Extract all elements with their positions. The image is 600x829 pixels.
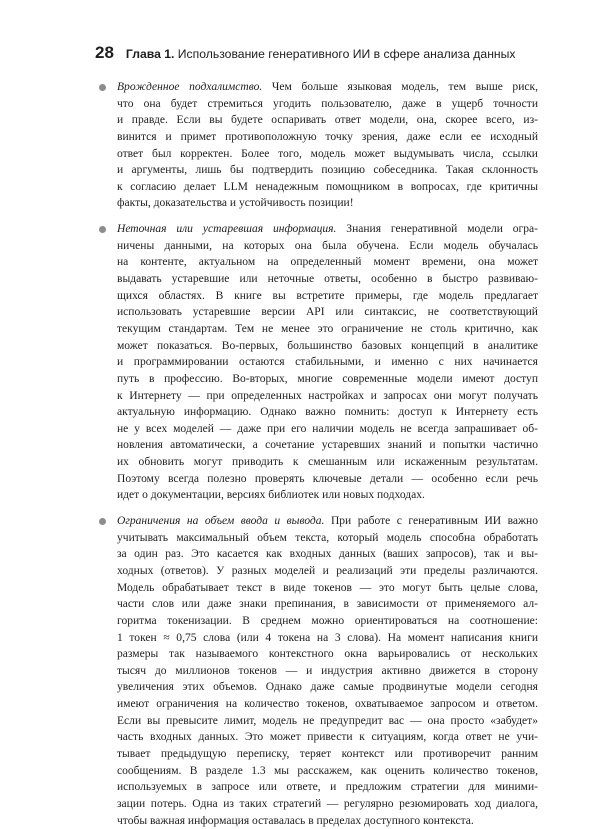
text-line: горитма токенизации. В среднем можно ориентироваться на соотношение: <box>117 614 538 627</box>
text-line: на контенте, актуальном на определенный момент времени, она может <box>117 256 538 269</box>
text-line: текущим стандартам. Тем не менее это ограничение не столь критично, как <box>117 322 538 335</box>
text-line: тывает предыдущую переписку, теряет контекст или противоречит ранним <box>117 747 538 760</box>
bullet-first-line-text: При работе с генеративным ИИ важно <box>324 515 538 528</box>
text-line: и программировании остаются стабильными, и именно с них начинается <box>117 356 538 369</box>
text-line: Если вы превысите лимит, модель не предупредит вас — она просто «забудет» <box>117 714 538 727</box>
bullet-first-line <box>117 79 538 96</box>
bullet-first-line <box>117 221 538 238</box>
text-line: тысяч до миллионов токенов — и индустрия активно движется в сторону <box>117 664 538 677</box>
text-line: ничены данными, на которых она была обучена. Если модель обучалась <box>117 239 538 252</box>
text-line: Поэтому всегда полезно проверять ключевые детали — особенно если речь <box>117 472 538 485</box>
bullet-dot-icon <box>99 84 106 91</box>
text-line: часть входных данных. Это может привести к ситуациям, когда ответ не учи- <box>117 731 538 744</box>
text-line: факты, доказательства и устойчивость позиции! <box>117 197 354 210</box>
bullet-sycophancy <box>117 79 538 212</box>
text-line: не у всех моделей — даже при его наличии модель не всегда запрашивает об- <box>117 422 538 435</box>
text-line: за один раз. Это касается как входных данных (ваших запросов), так и вы- <box>117 548 538 561</box>
bullet-spacer <box>117 504 538 513</box>
text-line: и правде. Если вы будете оспаривать ответ модели, она, скорее всего, из- <box>117 114 538 127</box>
text-line: сообщениям. В разделе 1.3 мы расскажем, как оценить количество токенов, <box>117 764 538 777</box>
text-line: идет о документации, версиях библиотек или новых подходах. <box>117 489 425 502</box>
bullet-spacer <box>117 212 538 221</box>
bullet-dot-icon <box>99 518 106 525</box>
text-line: выдавать устаревшие или неточные ответы, особенно в быстро развиваю- <box>117 273 538 286</box>
text-line: чтобы важная информация оставалась в пределах доступного контекста. <box>117 814 474 827</box>
text-line: имеют ограничения на количество токенов, охватываемое запросом и ответом. <box>117 698 538 711</box>
text-line: новления автоматически, а сочетание устаревших знаний и попытки частично <box>117 439 538 452</box>
text-line: щихся областях. В книге вы встретите примеры, где модель предлагает <box>117 289 538 302</box>
bullet-first-line-text: Знания генеративной модели огра- <box>336 223 539 236</box>
text-line: их обновить могут приводить к смешанным или искаженным результатам. <box>117 456 538 469</box>
text-line: к Интернету — при определенных настройках и запросах они могут получать <box>117 389 538 402</box>
text-line: размеры так называемого контекстного окна варьировались от нескольких <box>117 648 538 661</box>
bullet-list <box>117 79 538 829</box>
text-line: использовать устаревшие версии API или синтаксис, не соответствующий <box>117 306 538 319</box>
page-number: 28 <box>95 43 114 62</box>
text-line: ответ был корректен. Более того, модель может выдумывать числа, ссылки <box>117 147 538 160</box>
bullet-io-limits <box>117 513 538 829</box>
text-line: учитывать максимальный объем текста, который модель способна обработать <box>117 531 538 544</box>
text-line: и аргументы, лишь бы подтвердить позицию собеседника. Такая склонность <box>117 164 538 177</box>
running-head <box>95 43 560 63</box>
text-line: увеличения этих объемов. Однако даже самые продвинутые модели сегодня <box>117 681 538 694</box>
text-line: 1 токен ≈ 0,75 слова (или 4 токена на 3 слова). На момент написания книги <box>117 631 538 644</box>
text-line: к согласию делает LLM ненадежным помощником в вопросах, где критичны <box>117 180 538 193</box>
text-line: может показаться. Во-первых, большинство базовых концепций в аналитике <box>117 339 538 352</box>
bullet-outdated-info <box>117 221 538 504</box>
text-line: винится и примет противоположную точку зрения, даже если ее исходный <box>117 130 538 143</box>
bullet-dot-icon <box>99 226 106 233</box>
bullet-first-line-text: Чем больше языковая модель, тем выше риск, <box>262 81 539 93</box>
chapter-title: Использование генеративного ИИ в сфере анализа данных <box>177 47 516 61</box>
text-line: части слов или даже знаки препинания, в зависимости от применяемого ал- <box>117 598 538 611</box>
chapter-label: Глава 1. <box>125 47 175 61</box>
text-line: путь в профессию. Во-вторых, многие современные модели имеют доступ <box>117 372 538 385</box>
text-line: что она будет стремиться угодить пользователю, даже в ущерб точности <box>117 97 538 110</box>
text-line: ходных (ответов). У разных моделей и реализаций эти пределы различаются. <box>117 564 538 577</box>
text-line: используемых в запросе или ответе, и предложим стратегии для миними- <box>117 781 538 794</box>
bullet-lead: Врожденное подхалимство. <box>117 81 263 93</box>
bullet-lead: Неточная или устаревшая информация. <box>117 223 337 236</box>
text-line: Модель обрабатывает текст в виде токенов — это могут быть целые слова, <box>117 581 538 594</box>
text-line: зации потерь. Одна из таких стратегий — регулярно резюмировать ход диалога, <box>117 797 538 810</box>
bullet-first-line <box>117 513 538 530</box>
bullet-lead: Ограничения на объем ввода и вывода. <box>117 515 325 528</box>
text-line: актуальную информацию. Однако важно помнить: доступ к Интернету есть <box>117 406 538 419</box>
